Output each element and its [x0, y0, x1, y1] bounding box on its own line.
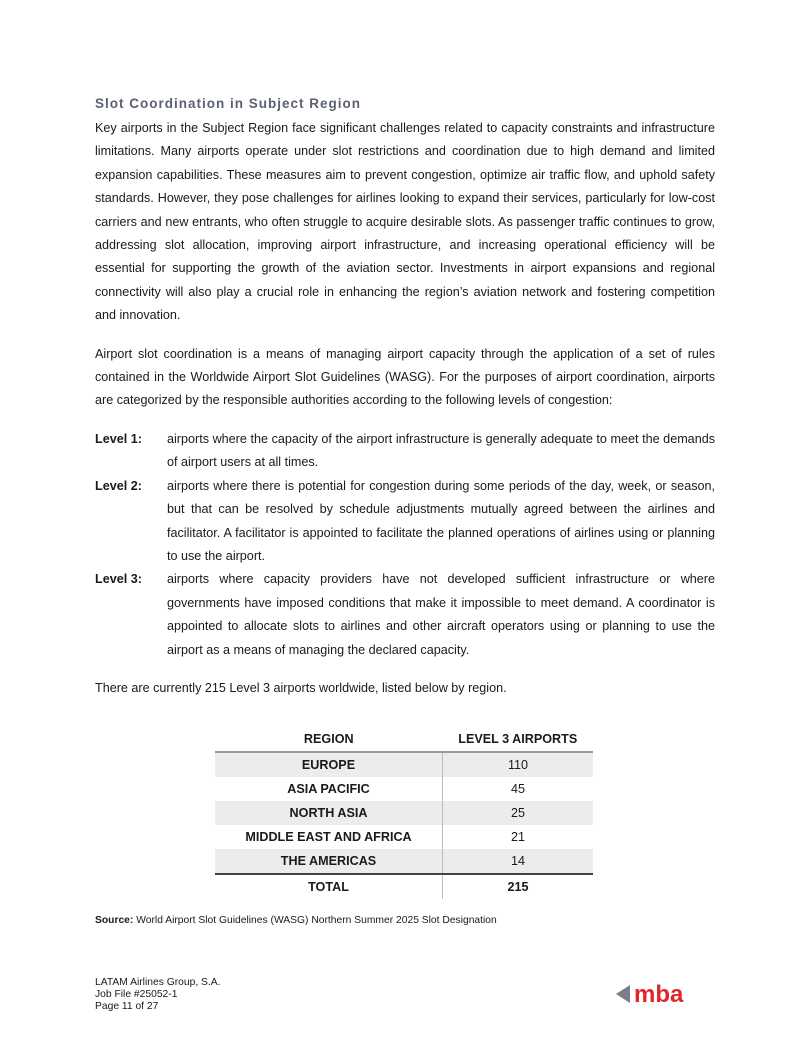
- section-heading: Slot Coordination in Subject Region: [95, 96, 361, 111]
- table-row: [215, 777, 593, 801]
- page-content: [95, 96, 715, 926]
- level-description: airports where there is potential for congestion during some periods of the day, week, or season, but that can be resolved by schedule adjustments mutually agreed between the airlines and facilitator. A facilitator is appointed to facilitate the planned operations of airlines using or planning to use the airport.: [167, 478, 715, 563]
- levels-list: [95, 428, 715, 662]
- table-row: [215, 752, 593, 777]
- source-label: Source:: [95, 915, 134, 927]
- column-header-count: LEVEL 3 AIRPORTS: [458, 731, 578, 746]
- level-description: airports where capacity providers have not developed sufficient infrastructure or where governments have imposed conditions that make it impossible to meet demand. A coordinator is appointed to allocate slots to airlines and other aircraft operators using or planning to use the airport as a means of managing the declared capacity.: [167, 572, 715, 657]
- table-total-row: [215, 874, 593, 899]
- mba-logo: [612, 981, 712, 1007]
- count-cell: 45: [510, 782, 525, 797]
- table-row: [215, 825, 593, 849]
- level-label: Level 1:: [95, 431, 142, 446]
- region-cell: MIDDLE EAST AND AFRICA: [215, 825, 443, 849]
- level-label: Level 3:: [95, 572, 142, 587]
- level-item: [95, 475, 715, 569]
- page-footer: [95, 977, 221, 1013]
- footer-company: LATAM Airlines Group, S.A.: [95, 977, 221, 988]
- footer-job-file: Job File #25052-1: [95, 989, 178, 1000]
- logo-mark-icon: [616, 985, 630, 1003]
- count-cell: 25: [443, 801, 594, 825]
- table-row: [215, 801, 593, 825]
- region-cell: EUROPE: [215, 752, 443, 777]
- count-cell: 110: [443, 752, 594, 777]
- table-header-row: [215, 726, 593, 752]
- region-cell: NORTH ASIA: [215, 801, 443, 825]
- source-note: [95, 915, 715, 926]
- table-row: [215, 849, 593, 874]
- total-label-cell: TOTAL: [215, 874, 443, 899]
- column-header-region: REGION: [303, 731, 354, 746]
- footer-page-number: Page 11 of 27: [95, 1001, 159, 1012]
- logo-text: mba: [634, 981, 684, 1007]
- level-item: [95, 428, 715, 475]
- count-cell: 14: [443, 849, 594, 874]
- level-description: airports where the capacity of the airport infrastructure is generally adequate to meet the demands of airport users at all times.: [167, 431, 715, 470]
- level-item: [95, 568, 715, 662]
- level3-airports-table: [215, 726, 593, 899]
- region-cell: ASIA PACIFIC: [215, 777, 443, 801]
- region-cell: THE AMERICAS: [215, 849, 443, 874]
- source-text: World Airport Slot Guidelines (WASG) Northern Summer 2025 Slot Designation: [136, 915, 497, 927]
- count-cell: 21: [510, 830, 525, 845]
- paragraph-capacity: Key airports in the Subject Region face significant challenges related to capacity constraints and infrastructure limitations. Many airports operate under slot restrictions and coordination due to high demand and limited expansion capabilities. These measures aim to prevent congestion, optimize air traffic flow, and uphold safety standards. However, they pose challenges for airlines looking to expand their services, particularly for low-cost carriers and new entrants, who often struggle to acquire desirable slots. As passenger traffic continues to grow, addressing slot allocation, improving airport infrastructure, and increasing operational efficiency will be essential for supporting the growth of the aviation sector. Investments in airport expansions and regional connectivity will also play a crucial role in enhancing the region’s aviation network and fostering competition and innovation.: [95, 121, 715, 323]
- table-intro: There are currently 215 Level 3 airports worldwide, listed below by region.: [95, 680, 507, 695]
- paragraph-slot-coordination: Airport slot coordination is a means of managing airport capacity through the application of a set of rules contained in the Worldwide Airport Slot Guidelines (WASG). For the purposes of airport coordination, airports are categorized by the responsible authorities according to the following levels of congestion:: [95, 346, 715, 408]
- total-count-cell: 215: [443, 874, 594, 899]
- level-label: Level 2:: [95, 478, 142, 493]
